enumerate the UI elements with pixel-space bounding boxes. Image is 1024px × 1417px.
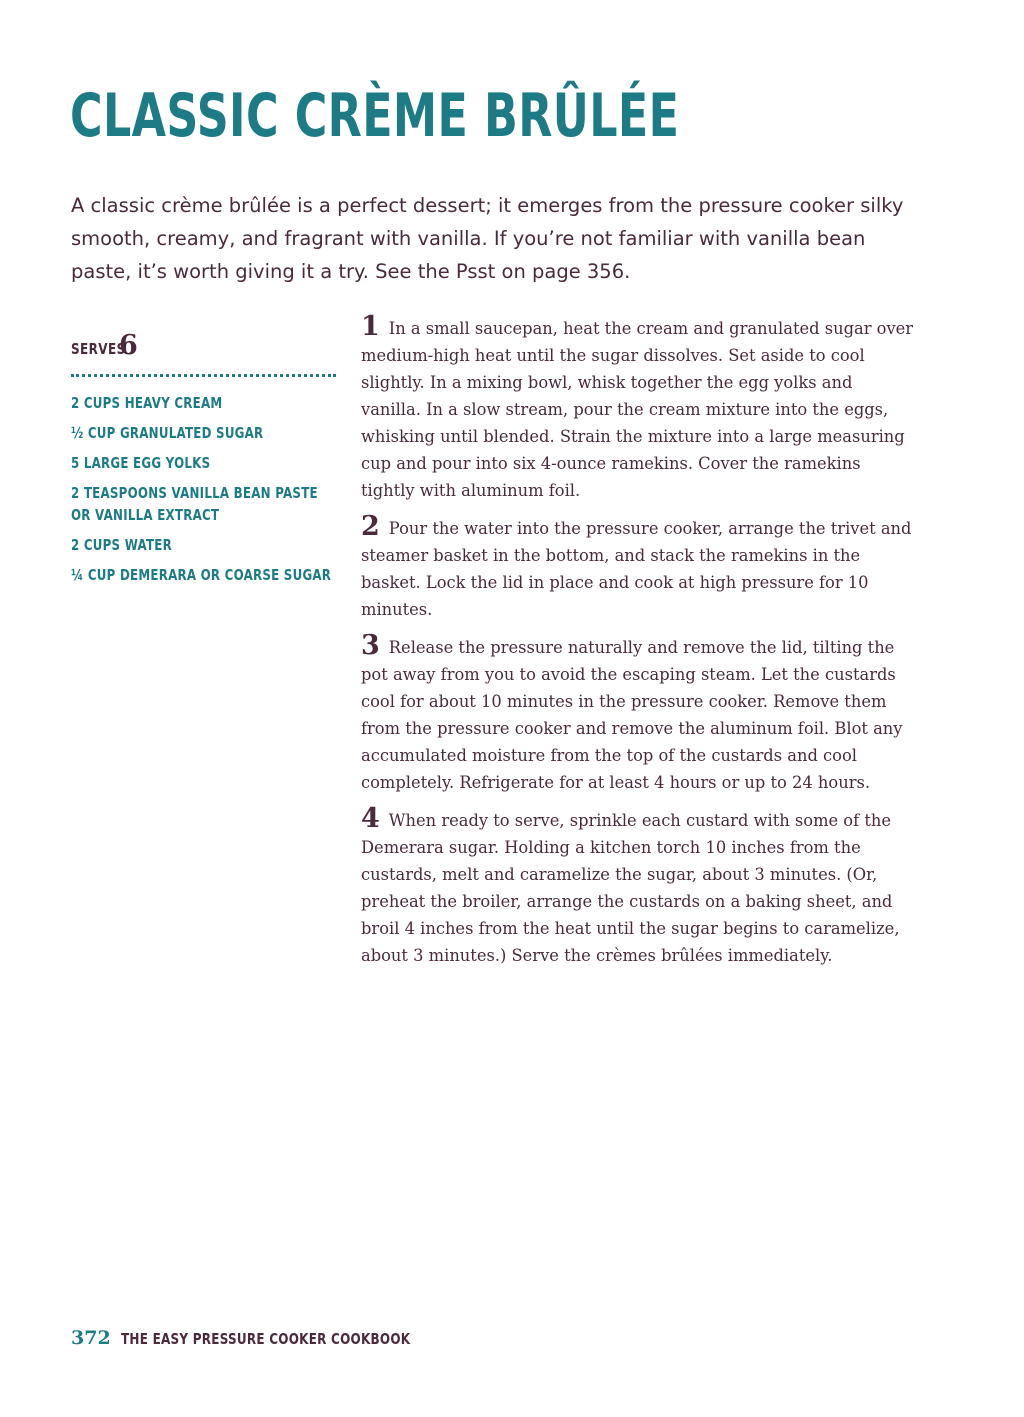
serves-count: 6 [119, 330, 138, 361]
page-number: 372 [71, 1327, 111, 1349]
recipe-title: CLASSIC CRÈME BRÛLÉE [70, 81, 680, 151]
page-footer [71, 1327, 482, 1349]
book-title: THE EASY PRESSURE COOKER COOKBOOK [120, 1330, 411, 1348]
ingredient-item: 2 TEASPOONS VANILLA BEAN PASTE OR VANILLA EXTRACT [71, 484, 318, 524]
step-4 [361, 805, 917, 969]
step-text: Release the pressure naturally and remove the lid, tilting the pot away from you to avoid the escaping steam. Let the custards cool for about 10 minutes in the pressure cooker. Remove them from the pressure cooker and remove the aluminum foil. Blot any accumulated moisture from the top of the custards and cool completely. Refrigerate for at least 4 hours or up to 24 hours. [361, 638, 903, 792]
ingredients-divider [71, 374, 336, 377]
instruction-steps [361, 313, 917, 978]
step-3 [361, 632, 917, 796]
ingredient-item: 2 CUPS WATER [71, 536, 172, 554]
step-text: In a small saucepan, heat the cream and granulated sugar over medium-high heat until the sugar dissolves. Set aside to cool slightly. In a mixing bowl, whisk together the egg yolks and vanilla. In a slow stream, pour the cream mixture into the eggs, whisking until blended. Strain the mixture into a large measuring cup and pour into six 4-ounce ramekins. Cover the ramekins tightly with aluminum foil. [361, 319, 914, 500]
recipe-intro: A classic crème brûlée is a perfect dessert; it emerges from the pressure cooker silky smooth, creamy, and fragrant with vanilla. If you’re not familiar with vanilla bean paste, it’s worth giving it a try. See the Psst on page 356. [71, 194, 904, 283]
ingredient-list [71, 392, 332, 594]
step-number: 3 [361, 630, 380, 661]
ingredient-item: 2 CUPS HEAVY CREAM [71, 394, 223, 412]
serves-line [71, 330, 138, 361]
ingredient-item: ¼ CUP DEMERARA OR COARSE SUGAR [71, 566, 332, 584]
step-text: When ready to serve, sprinkle each custard with some of the Demerara sugar. Holding a kitchen torch 10 inches from the custards, melt and caramelize the sugar, about 3 minutes. (Or, preheat the broiler, arrange the custards on a baking sheet, and broil 4 inches from the heat until the sugar begins to caramelize, about 3 minutes.) Serve the crèmes brûlées immediately. [361, 811, 900, 965]
step-2 [361, 513, 917, 623]
ingredient-item: 5 LARGE EGG YOLKS [71, 454, 211, 472]
step-1 [361, 313, 917, 504]
step-number: 2 [361, 511, 380, 542]
ingredient-item: ½ CUP GRANULATED SUGAR [71, 424, 264, 442]
serves-label: SERVES [71, 340, 126, 358]
step-number: 4 [361, 803, 380, 834]
step-number: 1 [361, 311, 380, 342]
step-text: Pour the water into the pressure cooker, arrange the trivet and steamer basket in the bottom, and stack the ramekins in the basket. Lock the lid in place and cook at high pressure for 10 minutes. [361, 519, 912, 619]
